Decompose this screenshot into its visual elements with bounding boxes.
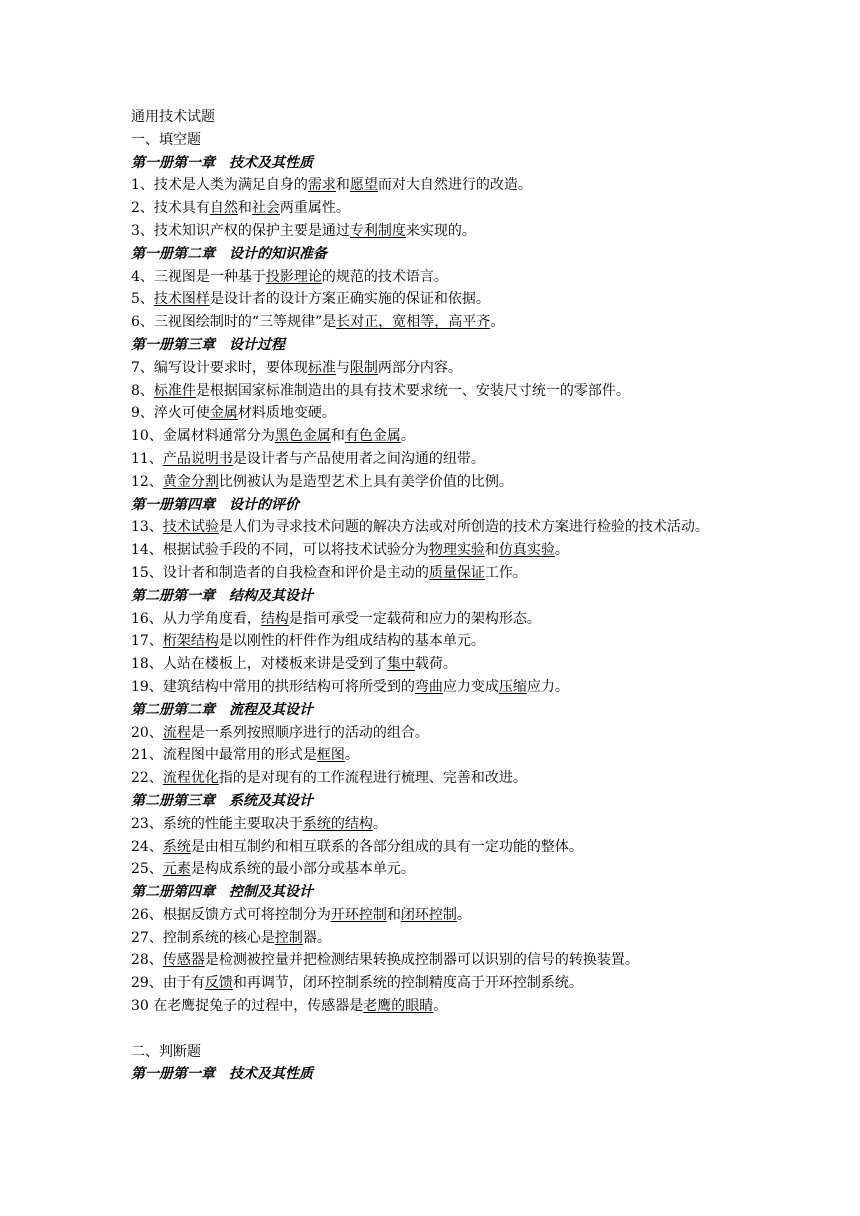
question-item [131, 995, 731, 1018]
section-title: 一、填空题 [131, 131, 201, 148]
question-text: 26、根据反馈方式可将控制分为 [131, 906, 331, 923]
question-text: 是以刚性的杆件作为组成结构的基本单元。 [218, 633, 485, 650]
question-text: 和 [330, 428, 345, 445]
question-text: 5、 [131, 291, 154, 308]
answer-blank: 标准 [307, 359, 336, 376]
question-text: 和 [237, 200, 252, 217]
question-item [131, 608, 731, 631]
answer-blank: 系统的结构 [302, 815, 373, 832]
question-text: 比例被认为是造型艺术上具有美学价值的比例。 [218, 473, 513, 490]
section-title: 二、判断题 [131, 1043, 201, 1060]
question-text: 29、由于有 [131, 975, 205, 992]
answer-blank: 反馈 [204, 975, 233, 992]
question-text: 1、技术是人类为满足自身的 [131, 177, 308, 194]
question-text: 和 [335, 177, 350, 194]
question-text: 而对大自然进行的改造。 [377, 177, 532, 194]
question-text: 载荷。 [414, 656, 457, 673]
answer-blank: 标准件 [153, 382, 196, 399]
answer-blank: 元素 [162, 861, 191, 878]
answer-blank: 流程 [162, 724, 191, 741]
question-text: 15、设计者和制造者的自我检查和评价是主动的 [131, 564, 429, 581]
answer-blank: 限制 [349, 359, 378, 376]
answer-blank: 技术图样 [153, 291, 210, 308]
answer-blank: 桁架结构 [162, 633, 219, 650]
answer-blank: 黄金分割 [162, 473, 219, 490]
question-text: 。 [554, 542, 569, 559]
question-text: 11、 [131, 450, 163, 467]
question-text: 器。 [302, 929, 331, 946]
question-text: 14、根据试验手段的不同，可以将技术试验分为 [131, 542, 429, 559]
question-text: 21、流程图中最常用的形式是 [131, 747, 317, 764]
blank-line [131, 1018, 731, 1041]
question-item [131, 653, 731, 676]
question-text: 24、 [131, 838, 163, 855]
question-text: 工作。 [484, 564, 527, 581]
answer-blank: 专利制度 [349, 222, 406, 239]
question-text: 4、三视图是一种基于 [131, 268, 266, 285]
question-item [131, 539, 731, 562]
question-item [131, 858, 731, 881]
answer-blank: 控制 [274, 929, 303, 946]
question-item [131, 562, 731, 585]
answer-blank: 框图 [316, 747, 345, 764]
answer-blank: 仿真实验 [498, 542, 555, 559]
question-item [131, 357, 731, 380]
question-text: 13、 [131, 519, 163, 536]
question-item [131, 836, 731, 859]
chapter-heading: 第一册第一章 技术及其性质 [131, 154, 313, 171]
question-text: 10、金属材料通常分为 [131, 428, 275, 445]
question-item [131, 174, 731, 197]
answer-blank: 投影理论 [265, 268, 322, 285]
answer-blank: 系统 [162, 838, 191, 855]
question-text: 是检测被控量并把检测结果转换成控制器可以识别的信号的转换装置。 [204, 952, 639, 969]
chapter-heading: 第一册第一章 技术及其性质 [131, 1066, 313, 1083]
question-text: 的规范的技术语言。 [321, 268, 448, 285]
chapter-heading: 第二册第四章 控制及其设计 [131, 884, 313, 901]
answer-blank: 愿望 [349, 177, 378, 194]
question-text: 两部分内容。 [377, 359, 462, 376]
question-item [131, 311, 731, 334]
question-text: 是指可承受一定载荷和应力的架构形态。 [288, 610, 541, 627]
answer-blank: 社会 [251, 200, 280, 217]
question-text: 18、人站在楼板上，对楼板来讲是受到了 [131, 656, 387, 673]
question-text: 是设计者的设计方案正确实施的保证和依据。 [209, 291, 490, 308]
question-text: 材料质地变硬。 [237, 405, 336, 422]
question-text: 23、系统的性能主要取决于 [131, 815, 303, 832]
question-text: 。 [456, 906, 471, 923]
question-item [131, 402, 731, 425]
question-text: 应力。 [526, 678, 569, 695]
question-text: 应力变成 [442, 678, 499, 695]
question-text: 22、 [131, 770, 163, 787]
answer-blank: 有色金属 [344, 428, 401, 445]
chapter-heading: 第一册第三章 设计过程 [131, 336, 285, 353]
question-text: 与 [335, 359, 350, 376]
answer-blank: 老鹰的眼睛 [363, 998, 434, 1015]
answer-blank: 黑色金属 [274, 428, 331, 445]
chapter-heading: 第二册第二章 流程及其设计 [131, 701, 313, 718]
question-item [131, 927, 731, 950]
chapter-heading: 第二册第一章 结构及其设计 [131, 587, 313, 604]
answer-blank: 自然 [209, 200, 238, 217]
question-text: 27、控制系统的核心是 [131, 929, 275, 946]
question-text: 。 [400, 428, 415, 445]
question-text: 9、淬火可使 [131, 405, 210, 422]
question-text: 指的是对现有的工作流程进行梳理、完善和改进。 [218, 770, 527, 787]
question-text: 2、技术具有 [131, 200, 210, 217]
question-item [131, 767, 731, 790]
document-lines [131, 129, 731, 1086]
question-item [131, 904, 731, 927]
answer-blank: 质量保证 [428, 564, 485, 581]
answer-blank: 长对正，宽相等，高平齐 [336, 314, 491, 331]
answer-blank: 传感器 [162, 952, 205, 969]
question-item [131, 425, 731, 448]
question-text: 来实现的。 [405, 222, 476, 239]
question-text: 20、 [131, 724, 163, 741]
question-text: 是构成系统的最小部分或基本单元。 [190, 861, 415, 878]
question-item [131, 722, 731, 745]
chapter-heading: 第一册第二章 设计的知识准备 [131, 245, 327, 262]
question-item [131, 949, 731, 972]
answer-blank: 闭环控制 [400, 906, 457, 923]
answer-blank: 压缩 [498, 678, 527, 695]
answer-blank: 产品说明书 [162, 450, 233, 467]
question-item [131, 813, 731, 836]
answer-blank: 流程优化 [162, 770, 219, 787]
question-text: 和 [484, 542, 499, 559]
question-item [131, 516, 731, 539]
question-text: 和再调节，闭环控制系统的控制精度高于开环控制系统。 [232, 975, 583, 992]
answer-blank: 集中 [386, 656, 415, 673]
question-text: 是由相互制约和相互联系的各部分组成的具有一定功能的整体。 [190, 838, 583, 855]
question-text: 是根据国家标准制造出的具有技术要求统一、安装尺寸统一的零部件。 [195, 382, 630, 399]
answer-blank: 开环控制 [330, 906, 387, 923]
question-text: 是一系列按照顺序进行的活动的组合。 [190, 724, 429, 741]
question-item [131, 630, 731, 653]
question-text: 25、 [131, 861, 163, 878]
question-text: 7、编写设计要求时，要体现 [131, 359, 308, 376]
answer-blank: 金属 [209, 405, 238, 422]
question-text: 。 [433, 998, 448, 1015]
question-item [131, 972, 731, 995]
answer-blank: 结构 [260, 610, 289, 627]
question-text: 30 在老鹰捉兔子的过程中，传感器是 [131, 998, 364, 1015]
question-text: 6、三视图绘制时的“三等规律”是 [131, 314, 337, 331]
chapter-heading: 第二册第三章 系统及其设计 [131, 792, 313, 809]
question-text: 。 [372, 815, 387, 832]
answer-blank: 需求 [307, 177, 336, 194]
document-title: 通用技术试题 [131, 109, 215, 125]
answer-blank: 技术试验 [162, 519, 219, 536]
document-body [131, 106, 731, 1086]
answer-blank: 弯曲 [414, 678, 443, 695]
answer-blank: 物理实验 [428, 542, 485, 559]
question-item [131, 744, 731, 767]
question-text: 28、 [131, 952, 163, 969]
question-text: 8、 [131, 382, 154, 399]
question-item [131, 448, 731, 471]
question-item [131, 676, 731, 699]
question-text: 19、建筑结构中常用的拱形结构可将所受到的 [131, 678, 415, 695]
question-item [131, 471, 731, 494]
question-text: 。 [490, 314, 505, 331]
question-item [131, 220, 731, 243]
question-item [131, 266, 731, 289]
question-text: 是人们为寻求技术问题的解决方法或对所创造的技术方案进行检验的技术活动。 [218, 519, 709, 536]
question-item [131, 380, 731, 403]
question-item [131, 197, 731, 220]
question-text: 3、技术知识产权的保护主要是通过 [131, 222, 350, 239]
chapter-heading: 第一册第四章 设计的评价 [131, 496, 299, 513]
question-item [131, 288, 731, 311]
question-text: 12、 [131, 473, 163, 490]
question-text: 。 [344, 747, 359, 764]
question-text: 17、 [131, 633, 163, 650]
question-text: 16、从力学角度看， [131, 610, 261, 627]
question-text: 是设计者与产品使用者之间沟通的纽带。 [232, 450, 485, 467]
question-text: 两重属性。 [279, 200, 350, 217]
question-text: 和 [386, 906, 401, 923]
